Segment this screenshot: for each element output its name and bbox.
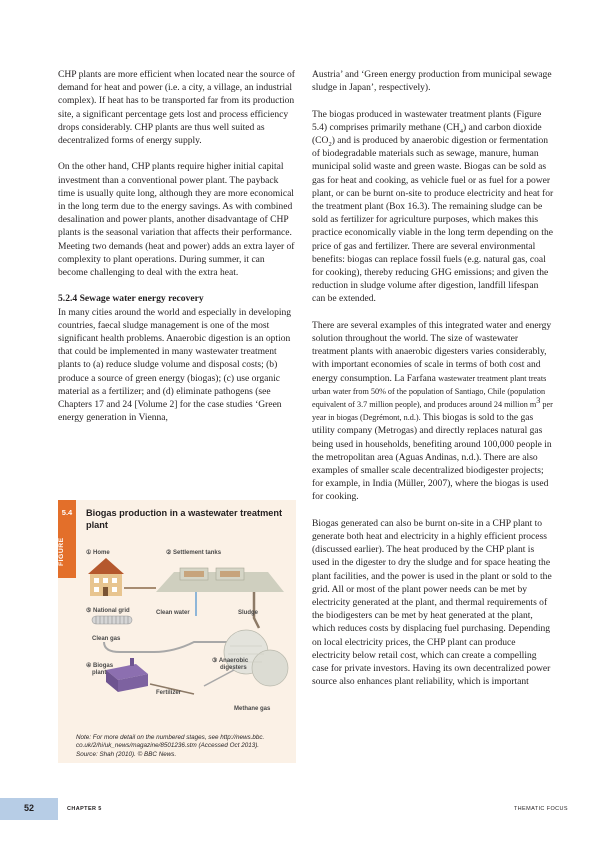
label-plant: plant — [92, 670, 107, 676]
figure-5-4 — [58, 500, 296, 763]
right-p2-sub-1: 4 — [459, 127, 463, 135]
label-digesters: digesters — [220, 665, 247, 671]
label-anaerobic: ③ Anaerobic — [212, 658, 249, 664]
left-column — [58, 68, 296, 438]
right-p3-small-2: per year in biogas (Degrémont, n.d.). — [312, 400, 553, 423]
figure-note — [76, 734, 290, 759]
right-p3-text-a: There are several examples of this integrated water and energy solution throughout the world. The size of wastewater treatment plants with anaerobic digesters varies considerably, with important economies of scale in terms of both cost and energy consumption. La Farfana — [312, 319, 552, 384]
right-paragraph-1: Austria’ and ‘Green energy production from municipal sewage sludge in Japan’, respectively). — [312, 69, 552, 94]
right-p3-small: wastewater treatment plant treats urban water from 50% of the population of Santiago, Chile (population equivalent of 3.7 million people), and produces around 24 million m — [312, 373, 547, 410]
label-sludge: Sludge — [238, 610, 259, 616]
footer-section: THEMATIC FOCUS — [513, 806, 568, 812]
page-number: 52 — [23, 803, 34, 813]
right-column — [312, 68, 554, 702]
figure-note-line-1: Note: For more detail on the numbered stages, see http://news.bbc. — [76, 734, 265, 741]
gas-pipe — [104, 642, 234, 652]
right-p3-sup: 3 — [536, 395, 541, 405]
biogas-diagram — [84, 546, 290, 718]
label-home: ① Home — [86, 550, 110, 556]
right-p2-text-a: The biogas produced in wastewater treatment plants (Figure 5.4) comprises primarily methane (CH — [312, 108, 542, 133]
national-grid-icon — [92, 616, 132, 624]
label-settlement-tanks: ② Settlement tanks — [166, 550, 222, 556]
label-fertilizer: Fertilizer — [156, 690, 182, 696]
section-heading: 5.2.4 Sewage water energy recovery — [58, 293, 204, 305]
footer-chapter: CHAPTER 5 — [67, 806, 102, 812]
figure-tab-label: FIGURE — [58, 537, 65, 567]
label-clean-gas: Clean gas — [92, 636, 121, 642]
label-national-grid: ⑤ National grid — [86, 608, 130, 614]
right-p3-text-b: This biogas is sold to the gas utility company (Metrogas) and directly replaces natural gas being used in households, benefiting around 100,000 people in the metropolitan area (Aguas Andinas, n.d.). There are also examples of smaller scale decentralized biodigester projects; for example, in India (Müller, 2007), where the biogas is used for cooking. — [312, 412, 552, 503]
right-p2-sub-2: 2 — [328, 140, 332, 148]
right-paragraph-2 — [312, 108, 554, 306]
figure-note-line-2: co.uk/2/hi/uk_news/magazine/8501236.stm (Accessed Oct 2013). — [76, 742, 260, 750]
right-p2-text-b: ) and carbon dioxide (CO — [312, 121, 542, 146]
left-paragraph-2: On the other hand, CHP plants require higher initial capital investment than a conventional power plant. The payback time is usually quite long, although they are more economical in the long term due to the energy savings. As with combined desalination and power plants, another disadvantage of CHP plants is the seasonal variation that affects their performance. Meeting two demands (heat and power) adds an extra layer of complexity to plant operations. During summer, it can become challenging to deal with the extra heat. — [58, 161, 295, 279]
right-paragraph-4: Biogas generated can also be burnt on-site in a CHP plant to generate both heat and electricity in a highly efficient process (discussed earlier). The heat produced by the CHP plant is used in the digester to dry the sludge and for space heating the plant facilities, and the power is used in the plant or sold to the grid. All or most of the plant power needs can be met by electricity generated at the plant, and thermal requirements of the biodigesters can be met by heat generated at the plant, which reduces costs by displacing fuel purchasing. Depending on local electricity prices, the CHP plant can produce electricity below retail cost, which can create a compelling case for private investors. Having its own decentralized power source also enhances plant reliability, which is important — [312, 517, 552, 688]
right-paragraph-3 — [312, 319, 554, 504]
label-clean-water: Clean water — [156, 610, 190, 616]
label-methane-gas: Methane gas — [234, 706, 271, 712]
left-paragraph-3: In many cities around the world and especially in developing countries, faecal sludge management is one of the most significant health problems. Anaerobic digestion is an option that could be implemented in many wastewater treatment plants to (a) reduce sludge volume and disposal costs; (b) produce a source of green energy (biogas); (c) use organic material as a fertilizer; and (d) eliminate pathogens (see Chapters 17 and 24 [Volume 2] for the case studies ‘Green energy generation in Vienna, — [58, 306, 292, 424]
figure-number: 5.4 — [61, 508, 73, 517]
figure-source: Source: Shah (2010). © BBC News. — [76, 750, 177, 758]
left-paragraph-1: CHP plants are more efficient when located near the source of demand for heat and power (i.e. a city, a village, an industrial complex). If heat has to be transported far from its production site, a significant percentage gets lost and process efficiency drops considerably. CHP plants are thus well suited as decentralized forms of energy supply. — [58, 69, 295, 147]
methane-line — [204, 670, 234, 686]
right-p2-text-c: ) and is produced by anaerobic digestion or fermentation of biodegradable materials such as sewage, manure, human municipal solid waste and green waste. Biogas can be sold as gas for heat and cooking, as vehicle fuel or as fuel for a power plant, or can be burnt on-site to produce electricity and heat for the treatment plant (Box 16.3). The remaining sludge can be sold as fertilizer for agriculture purposes, which makes this practice economically viable in the long term depending on the price of gas and fertilizer. There are several environmental benefits: biogas can replace fossil fuels (e.g. natural gas, coal for cooking), thereby reducing GHG emissions; and given the reduction in sludge volume after digestion, landfill lifespan can be extended. — [312, 135, 554, 305]
label-biogas: ④ Biogas — [86, 663, 114, 669]
settlement-tanks-icon — [124, 568, 284, 592]
house-icon — [88, 558, 124, 596]
figure-title: Biogas production in a wastewater treatment plant — [86, 508, 283, 530]
